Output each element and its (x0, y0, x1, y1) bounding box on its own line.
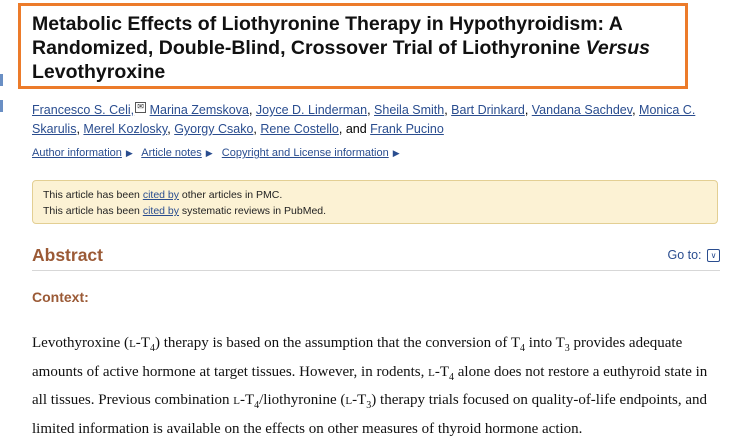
author-link[interactable]: Bart Drinkard (451, 103, 525, 117)
author-link[interactable]: Rene Costello (260, 122, 339, 136)
author-link[interactable]: Monica C. Skarulis (32, 103, 696, 136)
goto-menu[interactable] (667, 248, 720, 262)
section-divider (32, 270, 720, 271)
authors-conjunction: and (345, 122, 367, 136)
article-notes-link[interactable]: Article notes (141, 147, 202, 159)
expand-triangle-icon[interactable]: ▶ (205, 148, 213, 158)
author-link[interactable]: Francesco S. Celi, (32, 103, 135, 117)
copyright-link[interactable]: Copyright and License information (221, 147, 389, 159)
author-list: Francesco S. Celi, ✉ Marina Zemskova, Joyce D. Linderman, Sheila Smith, Bart Drinkard, Vandana Sachdev, Monica C. Skarulis, Merel Kozlosky, Gyorgy Csako, Rene Costello, and Frank Pucino (32, 101, 696, 136)
author-link[interactable]: Joyce D. Linderman (255, 103, 368, 117)
author-link[interactable]: Merel Kozlosky (83, 122, 168, 136)
author-link[interactable]: Vandana Sachdev (531, 103, 633, 117)
article-title: Metabolic Effects of Liothyronine Therapy in Hypothyroidism: A Randomized, Double-Blind, Crossover Trial of Liothyronine Versus Levothyroxine (32, 13, 650, 83)
author-link[interactable]: Frank Pucino (370, 122, 444, 136)
context-heading: Context: (32, 289, 89, 305)
cited-by-pmc-link[interactable]: cited by (142, 189, 179, 201)
left-edge-marker (0, 74, 3, 86)
author-link[interactable]: Sheila Smith (374, 103, 445, 117)
notice-line-pubmed: This article has been cited by systematic reviews in PubMed. (43, 205, 327, 217)
left-edge-marker (0, 100, 3, 112)
author-link[interactable]: Marina Zemskova (149, 103, 249, 117)
expand-triangle-icon[interactable]: ▶ (125, 148, 133, 158)
context-paragraph: Levothyroxine $(L-T_4)$ therapy is based on the assumption that the conversion of $T_4$ into $T_3$ provides adequate amounts of active hormone at target tissues. However, in rodents, $L-T_4$ alone does not restore a euthyroid state in all tissues. Previous combination $L-T_4$/liothyronine $(L-T_3)$ therapy trials focused on quality-of-life endpoints, and limited information is available on the effects on other measures of thyroid hormone action. (32, 335, 708, 437)
author-information-link[interactable]: Author information (32, 147, 122, 159)
article-meta-links (32, 147, 406, 159)
goto-label[interactable]: Go to: (667, 248, 702, 262)
email-icon[interactable]: ✉ (135, 102, 146, 113)
citation-notice (32, 180, 718, 224)
chevron-down-icon[interactable]: ∨ (707, 249, 720, 262)
abstract-heading: Abstract (32, 245, 103, 265)
expand-triangle-icon[interactable]: ▶ (392, 148, 400, 158)
notice-line-pmc: This article has been cited by other articles in PMC. (43, 189, 283, 201)
cited-by-pubmed-link[interactable]: cited by (142, 205, 179, 217)
author-link[interactable]: Gyorgy Csako (174, 122, 254, 136)
